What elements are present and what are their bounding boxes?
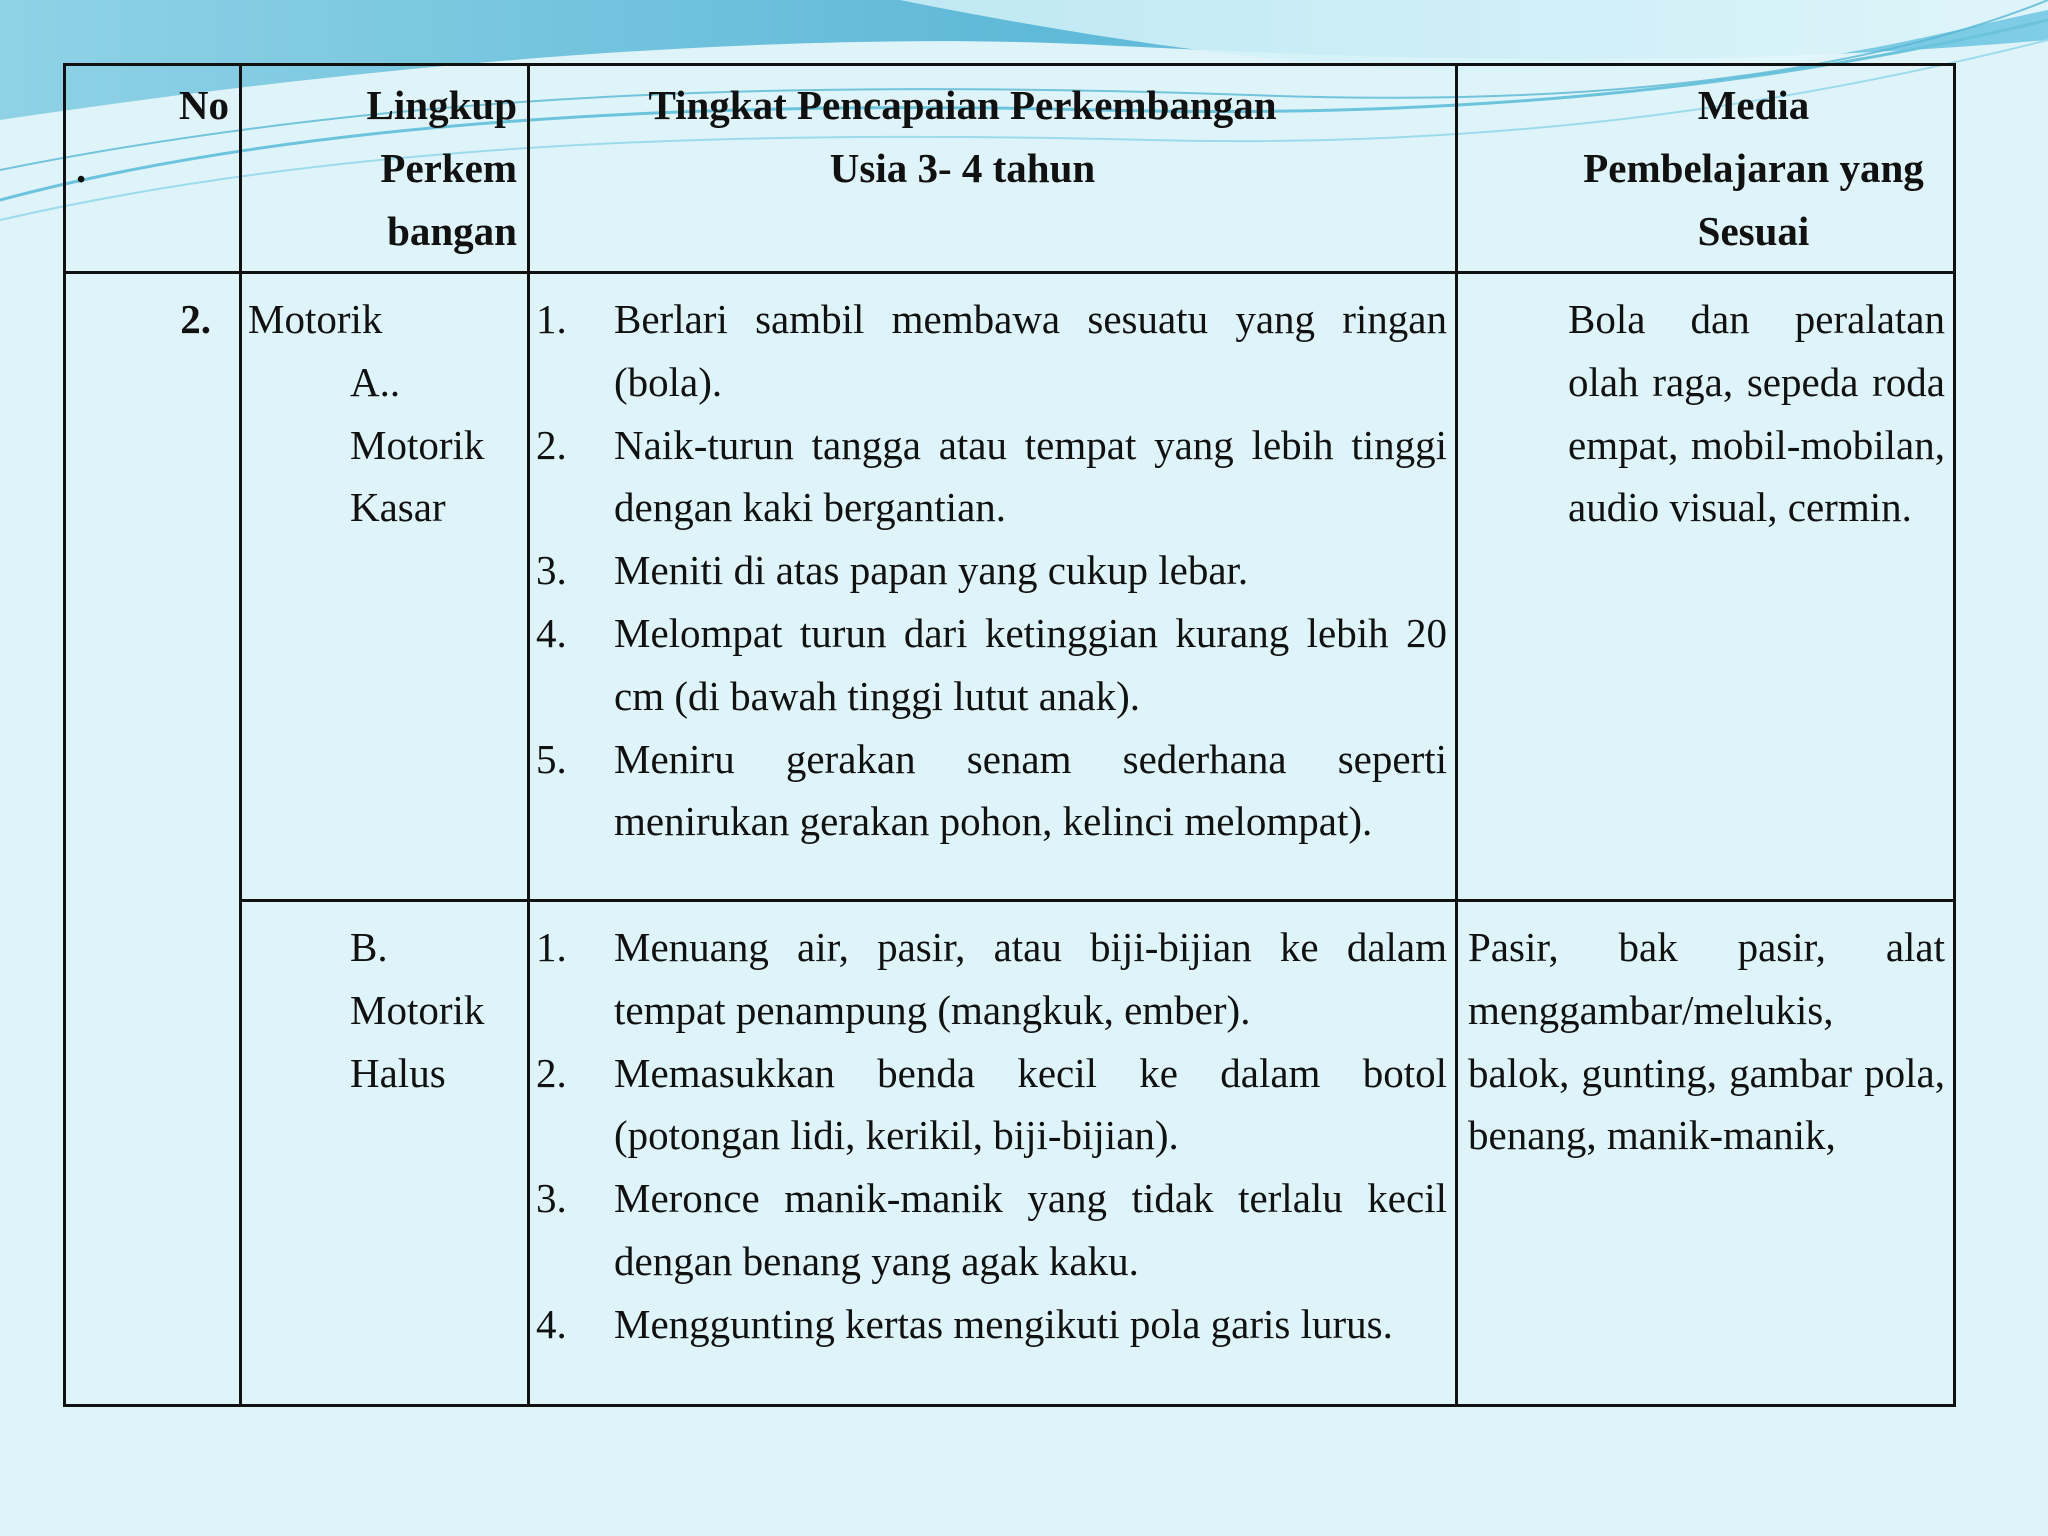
lingkup-kasar: Motorik A.. Motorik Kasar [241, 273, 529, 901]
list-item: 1. Berlari sambil membawa sesuatu yang ringan (bola). [536, 296, 1447, 405]
header-tingkat: Tingkat Pencapaian Perkembangan Usia 3- 4 tahun [529, 65, 1457, 273]
row-number: 2. [65, 273, 241, 1406]
table-row-motorik-kasar [65, 273, 1955, 901]
list-item: 4. Melompat turun dari ketinggian kurang lebih 20 cm (di bawah tinggi lutut anak). [536, 609, 1447, 719]
media-halus: Pasir, bak pasir, alat menggambar/melukis, balok, gunting, gambar pola, benang, manik-manik, [1457, 901, 1955, 1406]
table-header-row [65, 65, 1955, 273]
list-item: 3. Meniti di atas papan yang cukup lebar. [536, 547, 1249, 594]
development-table [63, 63, 1956, 1407]
header-media: Media Pembelajaran yang Sesuai [1457, 65, 1955, 273]
list-item: 5. Meniru gerakan senam sederhana seperti menirukan gerakan pohon, kelinci melompat). [536, 735, 1447, 845]
list-item: 2. Memasukkan benda kecil ke dalam botol (potongan lidi, kerikil, biji-bijian). [536, 1049, 1447, 1159]
list-item: 4. Menggunting kertas mengikuti pola garis lurus. [536, 1300, 1393, 1347]
header-no: No . [65, 65, 241, 273]
items-kasar [529, 273, 1457, 901]
media-kasar: Bola dan peralatan olah raga, sepeda roda empat, mobil-mobilan, audio visual, cermin. [1457, 273, 1955, 901]
table-row-motorik-halus [65, 901, 1955, 1406]
lingkup-halus: B. Motorik Halus [241, 901, 529, 1406]
items-halus [529, 901, 1457, 1406]
list-item: 2. Naik-turun tangga atau tempat yang lebih tinggi dengan kaki bergantian. [536, 421, 1447, 531]
list-item: 1. Menuang air, pasir, atau biji-bijian ke dalam tempat penampung (mangkuk, ember). [536, 924, 1447, 1033]
header-lingkup: Lingkup Perkem bangan [241, 65, 529, 273]
list-item: 3. Meronce manik-manik yang tidak terlalu kecil dengan benang yang agak kaku. [536, 1175, 1447, 1284]
